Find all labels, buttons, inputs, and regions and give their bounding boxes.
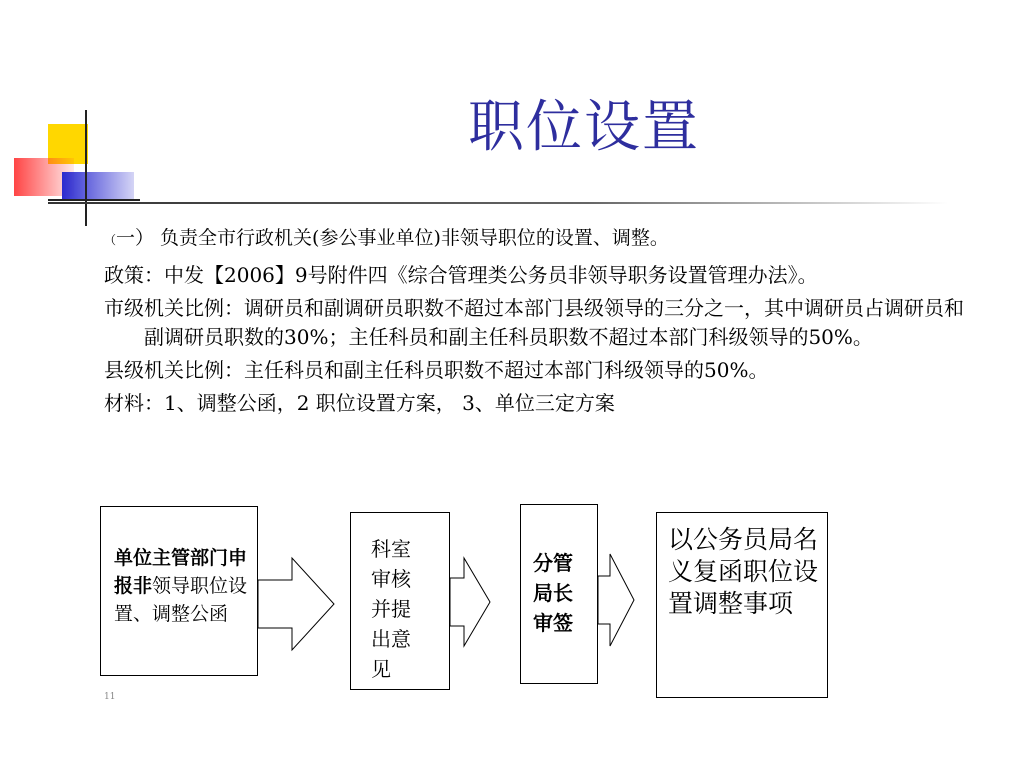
title-divider bbox=[48, 202, 948, 204]
flow-step-1-normal: 领导职位设置、调整公函 bbox=[114, 575, 248, 625]
arrow-right-icon bbox=[450, 556, 494, 648]
flow-step-2-text: 科室审核并提出意见 bbox=[371, 537, 411, 681]
paragraph-materials: 材料：1、调整公函，2 职位设置方案， 3、单位三定方案 bbox=[104, 391, 615, 415]
slide-number: 11 bbox=[104, 692, 116, 702]
page-title: 职位设置 bbox=[468, 95, 700, 160]
arrow-right-icon bbox=[598, 552, 638, 648]
paragraph-county-ratio: 县级机关比例：主任科员和副主任科员职数不超过本部门科级领导的50%。 bbox=[104, 358, 769, 382]
arrow-right-icon bbox=[258, 556, 338, 652]
flow-step-1-bold: 单位主管部门申报非 bbox=[114, 547, 248, 597]
decorative-corner-graphic bbox=[0, 100, 140, 230]
open-paren: （ bbox=[104, 233, 117, 247]
paragraph-responsibility bbox=[104, 224, 964, 255]
slide-body bbox=[104, 224, 964, 422]
flow-step-3-text: 分管局长审签 bbox=[533, 551, 573, 635]
paragraph-city-ratio: 市级机关比例：调研员和副调研员职数不超过本部门县级领导的三分之一，其中调研员占调研员和副调研员职数的30%；主任科员和副主任科员职数不超过本部门科级领导的50%。 bbox=[104, 296, 964, 349]
flow-step-4-text: 以公务员局名义复函职位设置调整事项 bbox=[668, 525, 819, 618]
paragraph-policy: 政策：中发【2006】9号附件四《综合管理类公务员非领导职务设置管理办法》。 bbox=[104, 263, 818, 287]
flow-step-1-text bbox=[114, 544, 248, 628]
responsibility-text: 一） 负责全市行政机关(参公事业单位)非领导职位的设置、调整。 bbox=[116, 227, 669, 249]
